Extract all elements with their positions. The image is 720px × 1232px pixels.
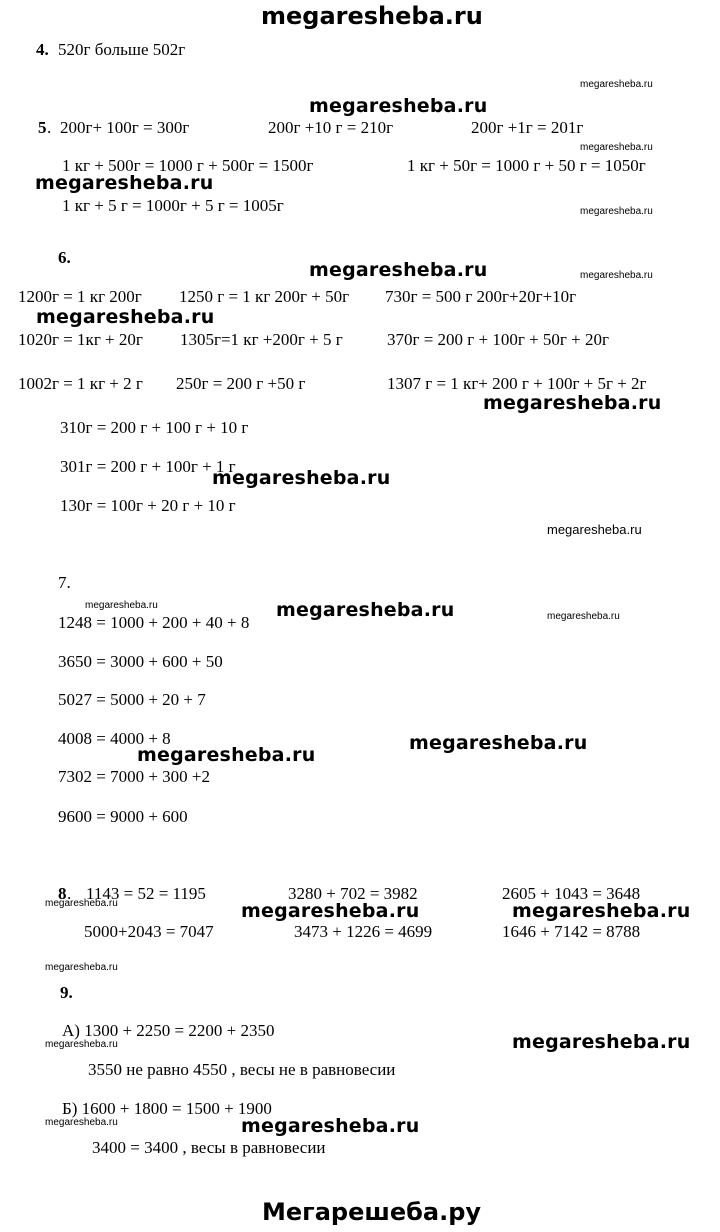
watermark-large: megaresheba.ru (309, 95, 488, 117)
watermark-large: megaresheba.ru (35, 172, 214, 194)
watermark-large: megaresheba.ru (241, 900, 420, 922)
task-5-line: 200г +10 г = 210г (268, 118, 394, 137)
task-8-line: 1143 = 52 = 1195 (86, 884, 206, 903)
watermark-large: megaresheba.ru (483, 392, 662, 414)
watermark-small: megaresheba.ru (547, 522, 642, 537)
footer-site-title: Мегарешеба.ру (262, 1198, 482, 1226)
task-5-line: 1 кг + 5 г = 1000г + 5 г = 1005г (62, 196, 284, 215)
watermark-small: megaresheba.ru (580, 270, 653, 281)
task-7-line: 7302 = 7000 + 300 +2 (58, 767, 211, 786)
task-8-line: 5000+2043 = 7047 (84, 922, 214, 941)
task-6-line: 130г = 100г + 20 г + 10 г (60, 496, 236, 515)
watermark-small: megaresheba.ru (547, 611, 620, 622)
watermark-small: megaresheba.ru (45, 962, 118, 973)
task-7-number: 7. (58, 573, 71, 592)
watermark-large: megaresheba.ru (36, 306, 215, 328)
task-8-number: 8 (58, 884, 67, 903)
watermark-small: megaresheba.ru (580, 142, 653, 153)
task-9-line: 3550 не равно 4550 , весы не в равновесии (88, 1060, 396, 1079)
watermark-large: megaresheba.ru (241, 1115, 420, 1137)
watermark-large: megaresheba.ru (276, 599, 455, 621)
watermark-large: megaresheba.ru (212, 467, 391, 489)
task-4-text: 520г больше 502г (58, 40, 186, 59)
header-site-title: megaresheba.ru (261, 2, 483, 30)
watermark-large: megaresheba.ru (512, 900, 691, 922)
task-8-line: 3473 + 1226 = 4699 (294, 922, 433, 941)
task-7-line: 4008 = 4000 + 8 (58, 729, 171, 748)
task-6-line: 1200г = 1 кг 200г (18, 287, 142, 306)
task-9-line: А) 1300 + 2250 = 2200 + 2350 (62, 1021, 275, 1040)
watermark-small: megaresheba.ru (45, 898, 118, 909)
task-8-number-dot: . (67, 884, 72, 903)
task-5-line: 1 кг + 500г = 1000 г + 500г = 1500г (62, 156, 314, 175)
task-7-line: 5027 = 5000 + 20 + 7 (58, 690, 206, 709)
task-6-line: 1002г = 1 кг + 2 г (18, 374, 143, 393)
task-6-line: 301г = 200 г + 100г + 1 г (60, 457, 236, 476)
task-5-number-dot: . (47, 118, 52, 137)
task-7-line: 9600 = 9000 + 600 (58, 807, 188, 826)
task-8-line: 2605 + 1043 = 3648 (502, 884, 641, 903)
task-5-line: 1 кг + 50г = 1000 г + 50 г = 1050г (407, 156, 646, 175)
watermark-small: megaresheba.ru (45, 1039, 118, 1050)
task-4-number: 4. (36, 40, 49, 59)
watermark-small: megaresheba.ru (580, 206, 653, 217)
task-7-line: 1248 = 1000 + 200 + 40 + 8 (58, 613, 250, 632)
watermark-small: megaresheba.ru (85, 600, 158, 611)
task-5-line: 200г +1г = 201г (471, 118, 584, 137)
task-6-line: 730г = 500 г 200г+20г+10г (385, 287, 577, 306)
task-7-line: 3650 = 3000 + 600 + 50 (58, 652, 223, 671)
task-6-line: 1305г=1 кг +200г + 5 г (180, 330, 343, 349)
watermark-large: megaresheba.ru (512, 1031, 691, 1053)
task-8-line: 1646 + 7142 = 8788 (502, 922, 641, 941)
task-6-line: 370г = 200 г + 100г + 50г + 20г (387, 330, 609, 349)
watermark-large: megaresheba.ru (309, 259, 488, 281)
task-5-line: 200г+ 100г = 300г (60, 118, 190, 137)
watermark-small: megaresheba.ru (45, 1117, 118, 1128)
task-8-line: 3280 + 702 = 3982 (288, 884, 418, 903)
watermark-large: megaresheba.ru (409, 732, 588, 754)
task-9-number: 9. (60, 983, 73, 1002)
task-6-line: 1250 г = 1 кг 200г + 50г (179, 287, 350, 306)
task-5-number: 5 (38, 118, 47, 137)
task-6-line: 1307 г = 1 кг+ 200 г + 100г + 5г + 2г (387, 374, 647, 393)
watermark-small: megaresheba.ru (580, 79, 653, 90)
task-9-line: Б) 1600 + 1800 = 1500 + 1900 (62, 1099, 272, 1118)
task-6-number: 6. (58, 248, 71, 267)
task-6-line: 250г = 200 г +50 г (176, 374, 306, 393)
task-6-line: 1020г = 1кг + 20г (18, 330, 143, 349)
task-9-line: 3400 = 3400 , весы в равновесии (92, 1138, 326, 1157)
task-6-line: 310г = 200 г + 100 г + 10 г (60, 418, 249, 437)
watermark-large: megaresheba.ru (137, 744, 316, 766)
